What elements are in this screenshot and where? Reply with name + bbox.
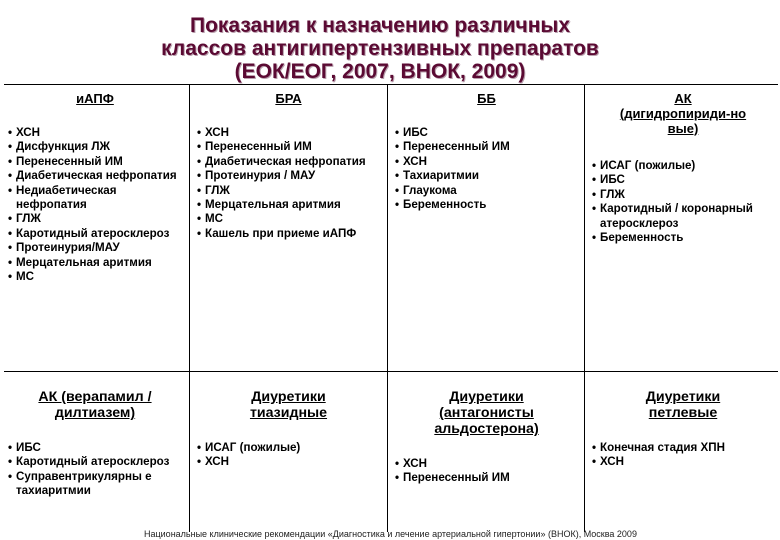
list-item: • Недиабетическая нефропатия (8, 184, 182, 213)
header-line: АК (верапамил / (38, 389, 152, 405)
cell-header: иАПФ (76, 91, 114, 106)
cell-header: БРА (275, 91, 302, 106)
table-divider (584, 84, 585, 532)
list-item: • ИБС (395, 126, 578, 140)
header-line: Диуретики (449, 389, 524, 405)
cell-header (395, 389, 578, 437)
list-item: • Беременность (395, 198, 578, 212)
list-item: • ГЛЖ (197, 184, 380, 198)
header-line: Диуретики (645, 389, 721, 405)
table-divider (4, 371, 778, 372)
cell-ak-ver (8, 389, 182, 499)
header-line: АК (674, 91, 692, 106)
list-item: • Мерцательная аритмия (8, 256, 182, 270)
slide-title (60, 14, 700, 83)
list-item: • Перенесенный ИМ (395, 140, 578, 154)
list-item: • Кашель при приеме иАПФ (197, 227, 380, 241)
list-item: • Мерцательная аритмия (197, 198, 380, 212)
list-item: • ИБС (592, 173, 774, 187)
header-line: тиазидные (249, 405, 328, 421)
table-divider (4, 84, 778, 85)
indication-list (395, 457, 578, 486)
indications-table (4, 84, 778, 532)
title-line-2: классов антигипертензивных препаратов (161, 37, 599, 60)
list-item: • Каротидный / коронарный атеросклероз (592, 202, 774, 231)
indication-list (197, 126, 380, 241)
list-item: • Протеинурия / МАУ (197, 169, 380, 183)
list-item: • ХСН (197, 126, 380, 140)
indication-list (8, 126, 182, 284)
list-item: • Суправентрикулярны е тахиаритмии (8, 470, 182, 499)
list-item: • МС (197, 212, 380, 226)
header-line: (дигидропириди-но (619, 106, 747, 121)
list-item: • МС (8, 270, 182, 284)
list-item: • ХСН (592, 455, 774, 469)
list-item: • Каротидный атеросклероз (8, 227, 182, 241)
header-line: петлевые (648, 405, 718, 421)
list-item: • Тахиаритмии (395, 169, 578, 183)
indication-list (8, 441, 182, 499)
header-line: (антагонисты (439, 405, 534, 421)
list-item: • ИСАГ (пожилые) (197, 441, 380, 455)
cell-ak-dhp (592, 91, 774, 245)
cell-header (592, 389, 774, 421)
source-footnote: Национальные клинические рекомендации «Диагностика и лечение артериальной гипертонии» (ВНОК), Москва 2009 (144, 529, 637, 539)
indication-list (395, 126, 578, 212)
list-item: • ИСАГ (пожилые) (592, 159, 774, 173)
cell-bra (197, 91, 380, 241)
header-line: вые) (667, 121, 699, 136)
list-item: • ГЛЖ (8, 212, 182, 226)
list-item: • ХСН (395, 155, 578, 169)
list-item: • Глаукома (395, 184, 578, 198)
cell-header (197, 389, 380, 421)
title-line-1: Показания к назначению различных (189, 14, 571, 37)
list-item: • ИБС (8, 441, 182, 455)
cell-header: ББ (477, 91, 496, 106)
indication-list (592, 441, 774, 470)
list-item: • Диабетическая нефропатия (8, 169, 182, 183)
list-item: • ХСН (8, 126, 182, 140)
list-item: • Конечная стадия ХПН (592, 441, 774, 455)
cell-header (8, 389, 182, 421)
list-item: • Диабетическая нефропатия (197, 155, 380, 169)
list-item: • Перенесенный ИМ (197, 140, 380, 154)
list-item: • Беременность (592, 231, 774, 245)
cell-bab (395, 91, 578, 212)
list-item: • ХСН (395, 457, 578, 471)
list-item: • Протеинурия/МАУ (8, 241, 182, 255)
header-line: дилтиазем) (54, 405, 136, 421)
header-line: альдостерона) (434, 421, 539, 437)
list-item: • Перенесенный ИМ (395, 471, 578, 485)
cell-header (592, 91, 774, 136)
table-divider (189, 84, 190, 532)
list-item: • Дисфункция ЛЖ (8, 140, 182, 154)
cell-diur-antald (395, 389, 578, 486)
list-item: • ХСН (197, 455, 380, 469)
list-item: • Каротидный атеросклероз (8, 455, 182, 469)
title-line-3: (ЕОК/ЕОГ, 2007, ВНОК, 2009) (234, 60, 526, 83)
cell-diur-thiazide (197, 389, 380, 470)
table-divider (387, 84, 388, 532)
cell-diur-loop (592, 389, 774, 470)
indication-list (592, 159, 774, 245)
indication-list (197, 441, 380, 470)
cell-iapf (8, 91, 182, 284)
header-line: Диуретики (251, 389, 326, 405)
list-item: • ГЛЖ (592, 188, 774, 202)
list-item: • Перенесенный ИМ (8, 155, 182, 169)
